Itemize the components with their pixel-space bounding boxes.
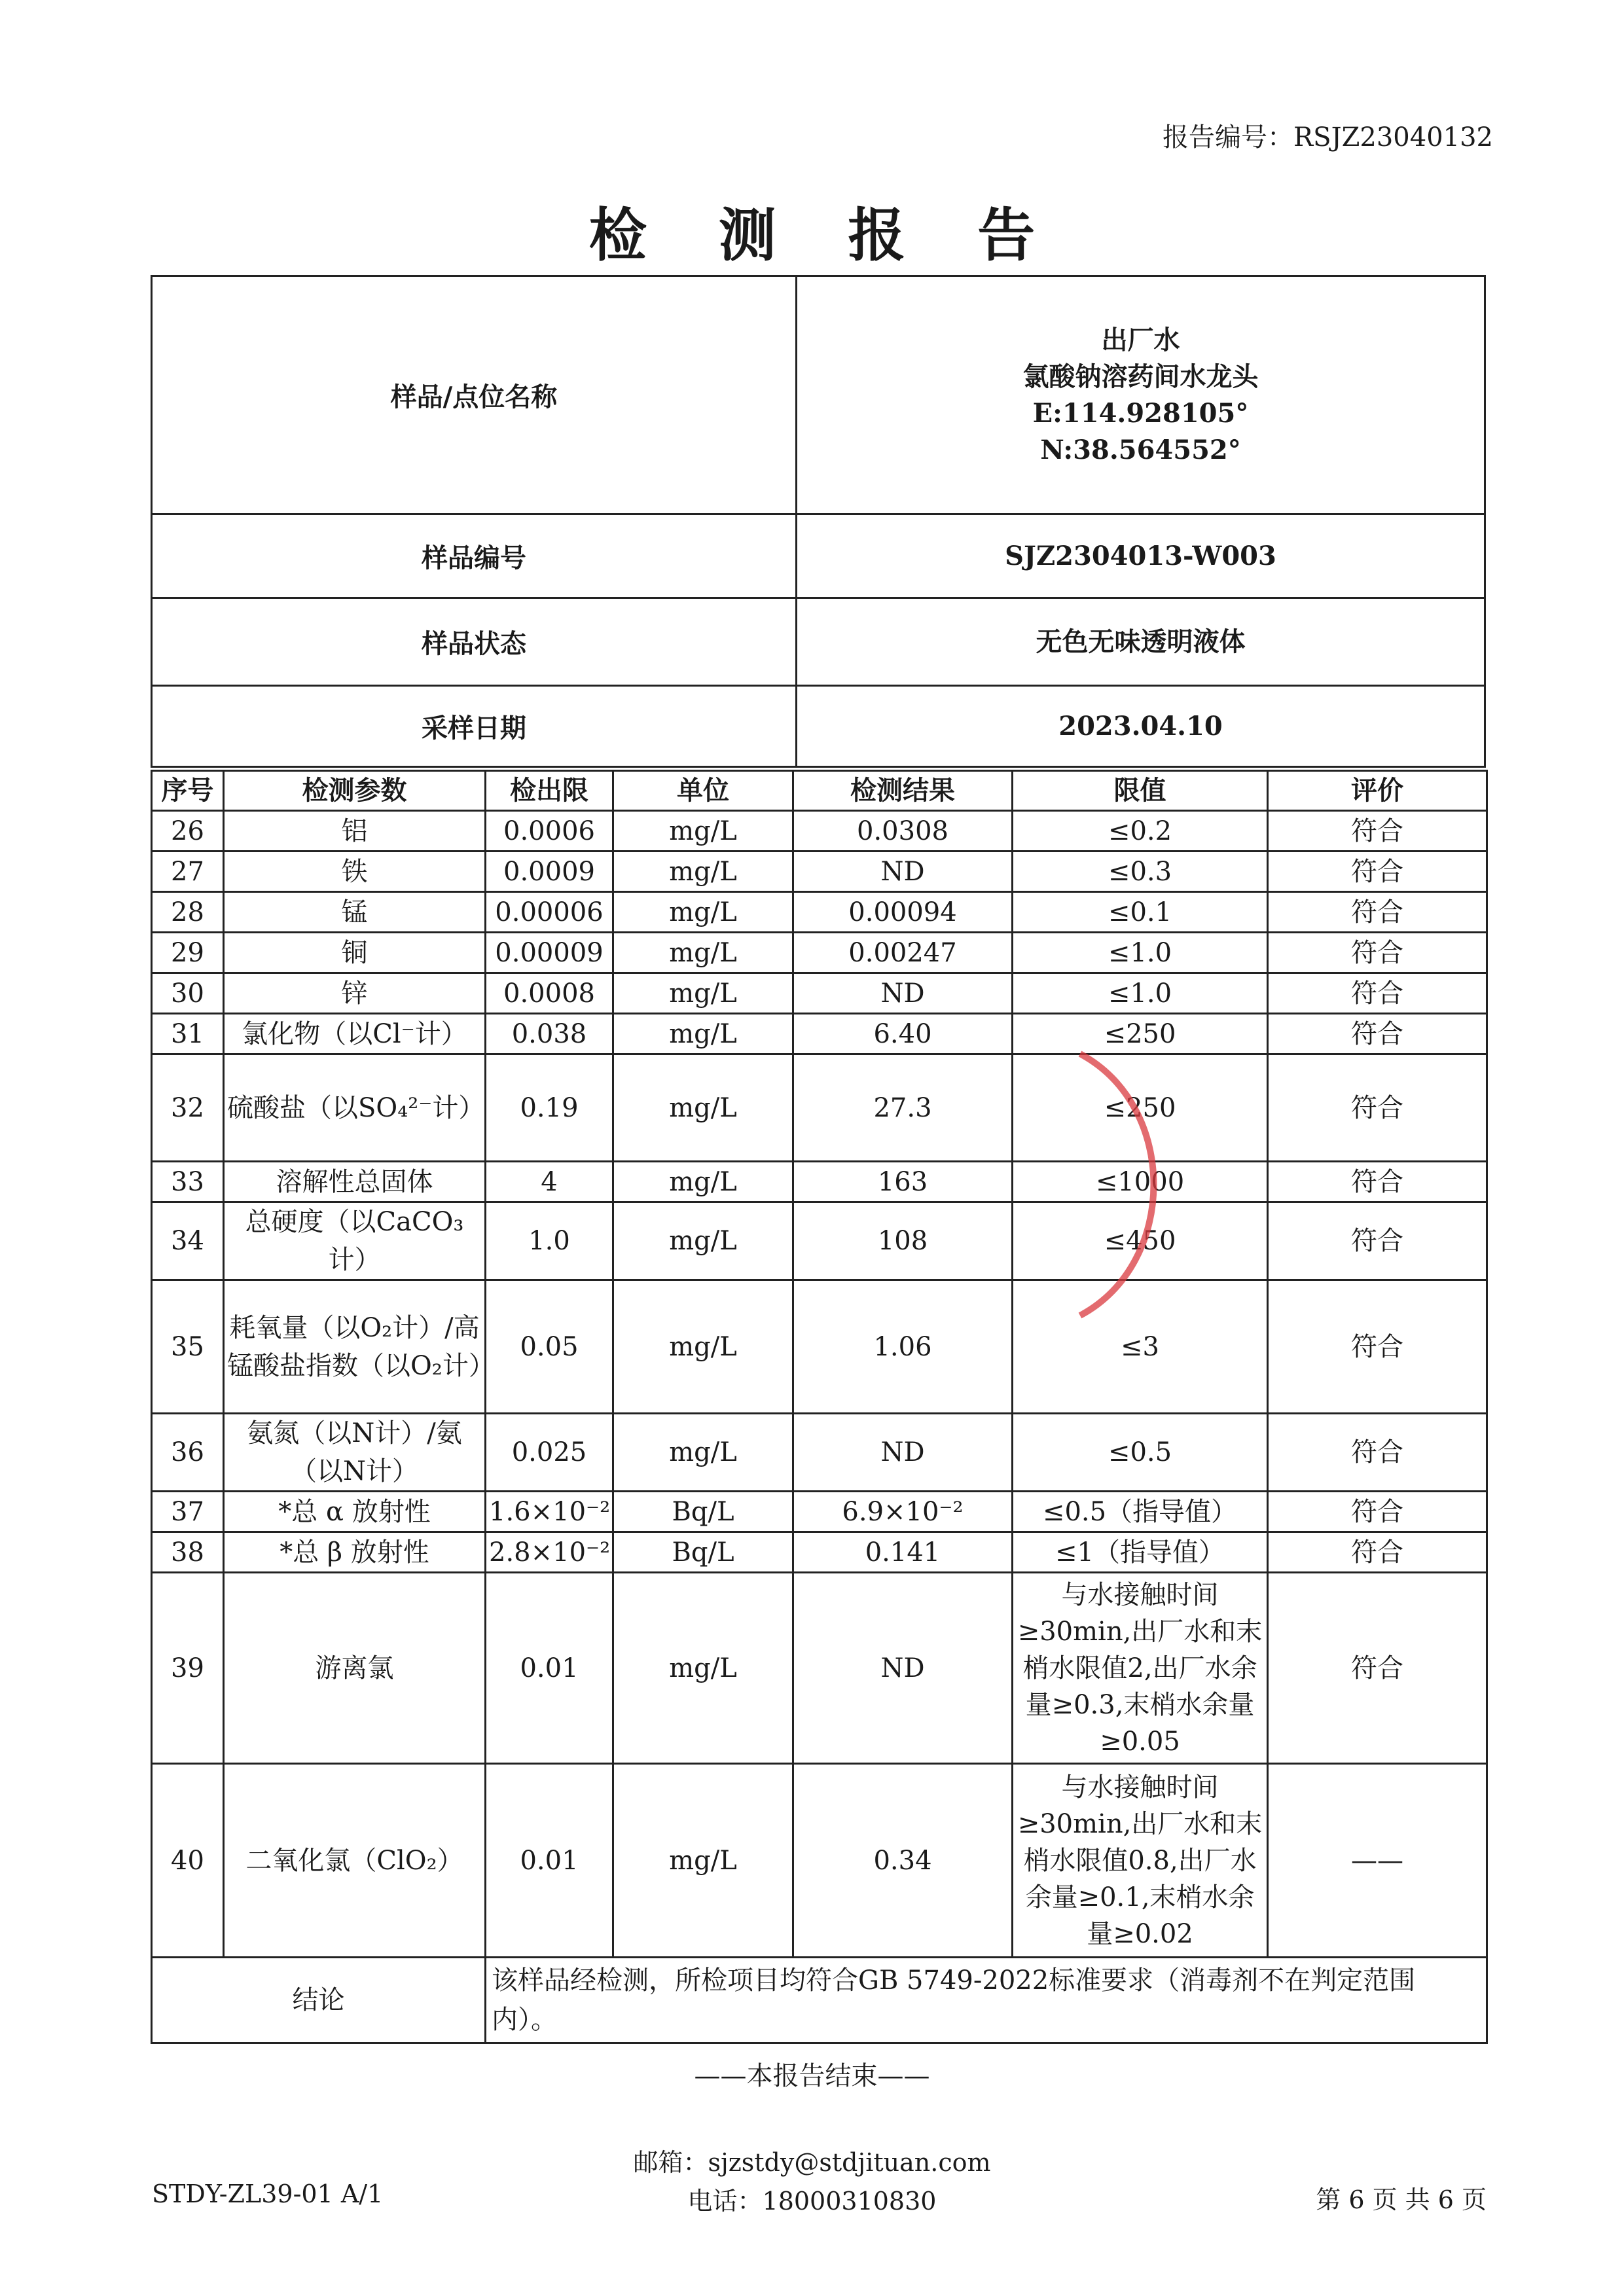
sample-name-value — [797, 276, 1485, 514]
table-row — [152, 1492, 1487, 1532]
sample-id-label: 样品编号 — [152, 514, 797, 598]
table-row — [152, 933, 1487, 973]
table-row — [152, 892, 1487, 933]
evaluation: 符合 — [1268, 852, 1487, 892]
email-line: 邮箱：sjzstdy@stdjituan.com — [633, 2148, 991, 2177]
red-seal-stamp — [1074, 1047, 1204, 1322]
test-result: ND — [793, 1414, 1013, 1492]
parameter-name: *总 α 放射性 — [224, 1492, 486, 1532]
limit-value: ≤1.0 — [1013, 933, 1268, 973]
row-number: 28 — [152, 892, 224, 933]
sample-name-line: 氯酸钠溶药间水龙头 — [1022, 361, 1259, 392]
detection-limit: 1.6×10⁻² — [486, 1492, 613, 1532]
evaluation: 符合 — [1268, 1014, 1487, 1054]
parameter-name: 游离氯 — [224, 1573, 486, 1764]
limit-value: ≤450 — [1013, 1202, 1268, 1280]
limit-value: ≤0.5（指导值） — [1013, 1492, 1268, 1532]
test-result: 163 — [793, 1162, 1013, 1202]
row-number: 38 — [152, 1532, 224, 1573]
detection-limit: 0.01 — [486, 1573, 613, 1764]
unit: mg/L — [613, 1014, 793, 1054]
evaluation: 符合 — [1268, 892, 1487, 933]
column-header: 检测参数 — [224, 771, 486, 811]
sample-state-value: 无色无味透明液体 — [797, 598, 1485, 686]
evaluation: 符合 — [1268, 811, 1487, 852]
detection-limit: 0.0006 — [486, 811, 613, 852]
test-result: 1.06 — [793, 1280, 1013, 1414]
detection-limit: 0.038 — [486, 1014, 613, 1054]
test-result: ND — [793, 973, 1013, 1014]
detection-limit: 0.0009 — [486, 852, 613, 892]
sample-name-line: E:114.928105° — [1032, 397, 1249, 429]
limit-value: ≤1000 — [1013, 1162, 1268, 1202]
parameter-name: 溶解性总固体 — [224, 1162, 486, 1202]
unit: mg/L — [613, 811, 793, 852]
evaluation: 符合 — [1268, 1573, 1487, 1764]
column-header: 序号 — [152, 771, 224, 811]
row-number: 32 — [152, 1054, 224, 1162]
phone-line: 电话：18000310830 — [687, 2186, 937, 2215]
row-number: 29 — [152, 933, 224, 973]
limit-value: ≤0.2 — [1013, 811, 1268, 852]
parameter-name: 硫酸盐（以SO₄²⁻计） — [224, 1054, 486, 1162]
limit-value: ≤250 — [1013, 1054, 1268, 1162]
sample-id-value: SJZ2304013-W003 — [797, 514, 1485, 598]
evaluation: 符合 — [1268, 973, 1487, 1014]
evaluation: —— — [1268, 1764, 1487, 1958]
table-row — [152, 1414, 1487, 1492]
parameter-name: 铜 — [224, 933, 486, 973]
unit: mg/L — [613, 892, 793, 933]
parameter-name: 铝 — [224, 811, 486, 852]
parameter-name: 锌 — [224, 973, 486, 1014]
unit: mg/L — [613, 1280, 793, 1414]
sample-name-line: N:38.564552° — [1040, 434, 1241, 465]
limit-value: 与水接触时间≥30min,出厂水和末梢水限值0.8,出厂水余量≥0.1,末梢水余量≥0.02 — [1013, 1764, 1268, 1958]
detection-limit: 4 — [486, 1162, 613, 1202]
detection-limit: 0.0008 — [486, 973, 613, 1014]
parameter-name: 二氧化氯（ClO₂） — [224, 1764, 486, 1958]
test-result: 6.9×10⁻² — [793, 1492, 1013, 1532]
sample-info-table — [151, 275, 1486, 768]
sample-name-label: 样品/点位名称 — [152, 276, 797, 514]
unit: mg/L — [613, 852, 793, 892]
parameter-name: 耗氧量（以O₂计）/高锰酸盐指数（以O₂计） — [224, 1280, 486, 1414]
detection-limit: 0.00009 — [486, 933, 613, 973]
table-row — [152, 1162, 1487, 1202]
table-row — [152, 1202, 1487, 1280]
table-row — [152, 1014, 1487, 1054]
limit-value: ≤1（指导值） — [1013, 1532, 1268, 1573]
unit: mg/L — [613, 1573, 793, 1764]
test-result: ND — [793, 1573, 1013, 1764]
conclusion-label: 结论 — [152, 1958, 486, 2043]
row-number: 37 — [152, 1492, 224, 1532]
limit-value: ≤0.5 — [1013, 1414, 1268, 1492]
parameter-name: 锰 — [224, 892, 486, 933]
unit: mg/L — [613, 933, 793, 973]
table-row — [152, 1054, 1487, 1162]
row-number: 39 — [152, 1573, 224, 1764]
unit: Bq/L — [613, 1532, 793, 1573]
unit: mg/L — [613, 973, 793, 1014]
parameter-name: 氯化物（以Cl⁻计） — [224, 1014, 486, 1054]
parameter-name: 铁 — [224, 852, 486, 892]
table-row — [152, 1280, 1487, 1414]
limit-value: ≤0.3 — [1013, 852, 1268, 892]
report-end-marker: ——本报告结束—— — [694, 2061, 930, 2091]
limit-value: 与水接触时间≥30min,出厂水和末梢水限值2,出厂水余量≥0.3,末梢水余量≥0.05 — [1013, 1573, 1268, 1764]
table-row — [152, 1532, 1487, 1573]
unit: mg/L — [613, 1414, 793, 1492]
test-result: 108 — [793, 1202, 1013, 1280]
evaluation: 符合 — [1268, 1162, 1487, 1202]
test-result: 0.34 — [793, 1764, 1013, 1958]
column-header: 检出限 — [486, 771, 613, 811]
unit: mg/L — [613, 1162, 793, 1202]
parameter-name: 氨氮（以N计）/氨（以N计） — [224, 1414, 486, 1492]
sample-state-label: 样品状态 — [152, 598, 797, 686]
test-result: 0.0308 — [793, 811, 1013, 852]
column-header: 限值 — [1013, 771, 1268, 811]
table-row — [152, 973, 1487, 1014]
test-result: ND — [793, 852, 1013, 892]
detection-limit: 0.00006 — [486, 892, 613, 933]
detection-limit: 1.0 — [486, 1202, 613, 1280]
column-header: 评价 — [1268, 771, 1487, 811]
detection-limit: 0.19 — [486, 1054, 613, 1162]
test-result: 0.141 — [793, 1532, 1013, 1573]
page-title: 检 测 报 告 — [588, 201, 1061, 269]
test-result: 0.00247 — [793, 933, 1013, 973]
sample-name-line: 出厂水 — [1101, 324, 1180, 355]
evaluation: 符合 — [1268, 933, 1487, 973]
evaluation: 符合 — [1268, 1280, 1487, 1414]
row-number: 31 — [152, 1014, 224, 1054]
report-number: 报告编号：RSJZ23040132 — [1163, 122, 1493, 152]
detection-limit: 0.025 — [486, 1414, 613, 1492]
test-result: 27.3 — [793, 1054, 1013, 1162]
limit-value: ≤250 — [1013, 1014, 1268, 1054]
test-result: 0.00094 — [793, 892, 1013, 933]
detection-limit: 0.05 — [486, 1280, 613, 1414]
table-row — [152, 1573, 1487, 1764]
conclusion-text: 该样品经检测，所检项目均符合GB 5749-2022标准要求（消毒剂不在判定范围内）。 — [486, 1958, 1487, 2043]
sampling-date-value: 2023.04.10 — [797, 686, 1485, 767]
row-number: 35 — [152, 1280, 224, 1414]
table-row — [152, 852, 1487, 892]
evaluation: 符合 — [1268, 1414, 1487, 1492]
row-number: 26 — [152, 811, 224, 852]
document-code: STDY-ZL39-01 A/1 — [152, 2179, 384, 2208]
parameter-name: *总 β 放射性 — [224, 1532, 486, 1573]
row-number: 27 — [152, 852, 224, 892]
evaluation: 符合 — [1268, 1202, 1487, 1280]
parameter-name: 总硬度（以CaCO₃计） — [224, 1202, 486, 1280]
unit: mg/L — [613, 1202, 793, 1280]
unit: Bq/L — [613, 1492, 793, 1532]
limit-value: ≤0.1 — [1013, 892, 1268, 933]
limit-value: ≤1.0 — [1013, 973, 1268, 1014]
evaluation: 符合 — [1268, 1532, 1487, 1573]
row-number: 30 — [152, 973, 224, 1014]
detection-limit: 2.8×10⁻² — [486, 1532, 613, 1573]
column-header: 单位 — [613, 771, 793, 811]
row-number: 34 — [152, 1202, 224, 1280]
unit: mg/L — [613, 1054, 793, 1162]
table-row — [152, 811, 1487, 852]
table-row — [152, 1764, 1487, 1958]
limit-value: ≤3 — [1013, 1280, 1268, 1414]
results-table — [151, 770, 1488, 2044]
detection-limit: 0.01 — [486, 1764, 613, 1958]
evaluation: 符合 — [1268, 1054, 1487, 1162]
column-header: 检测结果 — [793, 771, 1013, 811]
unit: mg/L — [613, 1764, 793, 1958]
evaluation: 符合 — [1268, 1492, 1487, 1532]
sampling-date-label: 采样日期 — [152, 686, 797, 767]
row-number: 33 — [152, 1162, 224, 1202]
test-result: 6.40 — [793, 1014, 1013, 1054]
row-number: 36 — [152, 1414, 224, 1492]
row-number: 40 — [152, 1764, 224, 1958]
page-number: 第 6 页 共 6 页 — [1316, 2185, 1487, 2214]
